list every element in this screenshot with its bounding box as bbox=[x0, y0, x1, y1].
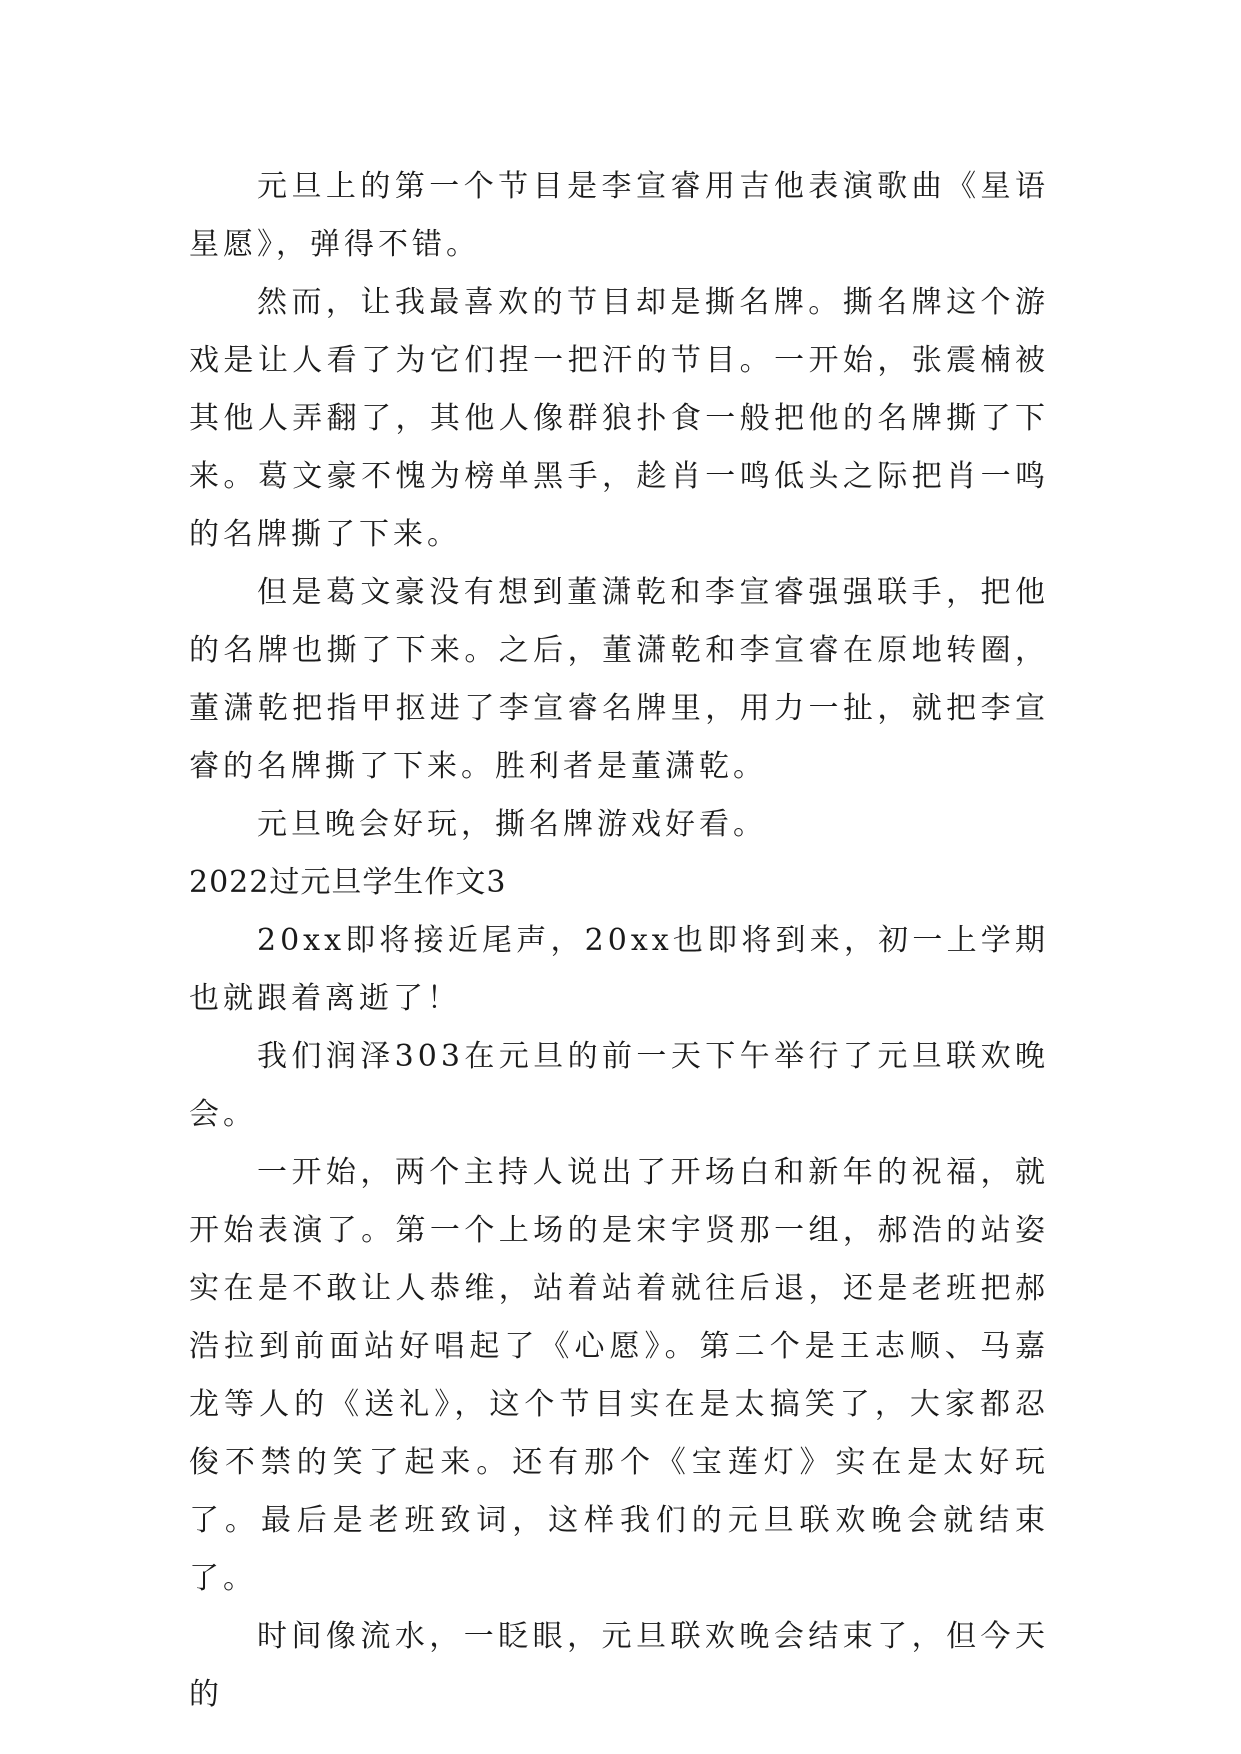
paragraph: 然而，让我最喜欢的节目却是撕名牌。撕名牌这个游戏是让人看了为它们捏一把汗的节目。一开始，张震楠被其他人弄翻了，其他人像群狼扑食一般把他的名牌撕了下来。葛文豪不愧为榜单黑手，趁肖一鸣低头之际把肖一鸣的名牌撕了下来。 bbox=[189, 285, 1049, 552]
paragraph: 元旦晚会好玩，撕名牌游戏好看。 bbox=[257, 807, 767, 842]
paragraph: 元旦上的第一个节目是李宣睿用吉他表演歌曲《星语星愿》，弹得不错。 bbox=[189, 169, 1049, 262]
paragraph: 时间像流水，一眨眼，元旦联欢晚会结束了，但今天的 bbox=[189, 1619, 1049, 1712]
paragraph: 20xx即将接近尾声，20xx也即将到来，初一上学期也就跟着离逝了！ bbox=[189, 923, 1049, 1016]
paragraph: 我们润泽303在元旦的前一天下午举行了元旦联欢晚会。 bbox=[189, 1039, 1049, 1132]
section-heading: 2022过元旦学生作文3 bbox=[189, 865, 507, 900]
document-body bbox=[189, 158, 1049, 1724]
paragraph: 但是葛文豪没有想到董潇乾和李宣睿强强联手，把他的名牌也撕了下来。之后，董潇乾和李宣睿在原地转圈，董潇乾把指甲抠进了李宣睿名牌里，用力一扯，就把李宣睿的名牌撕了下来。胜利者是董潇乾。 bbox=[189, 575, 1049, 784]
paragraph: 一开始，两个主持人说出了开场白和新年的祝福，就开始表演了。第一个上场的是宋宇贤那一组，郝浩的站姿实在是不敢让人恭维，站着站着就往后退，还是老班把郝浩拉到前面站好唱起了《心愿》。第二个是王志顺、马嘉龙等人的《送礼》，这个节目实在是太搞笑了，大家都忍俊不禁的笑了起来。还有那个《宝莲灯》实在是太好玩了。最后是老班致词，这样我们的元旦联欢晚会就结束了。 bbox=[189, 1155, 1049, 1596]
